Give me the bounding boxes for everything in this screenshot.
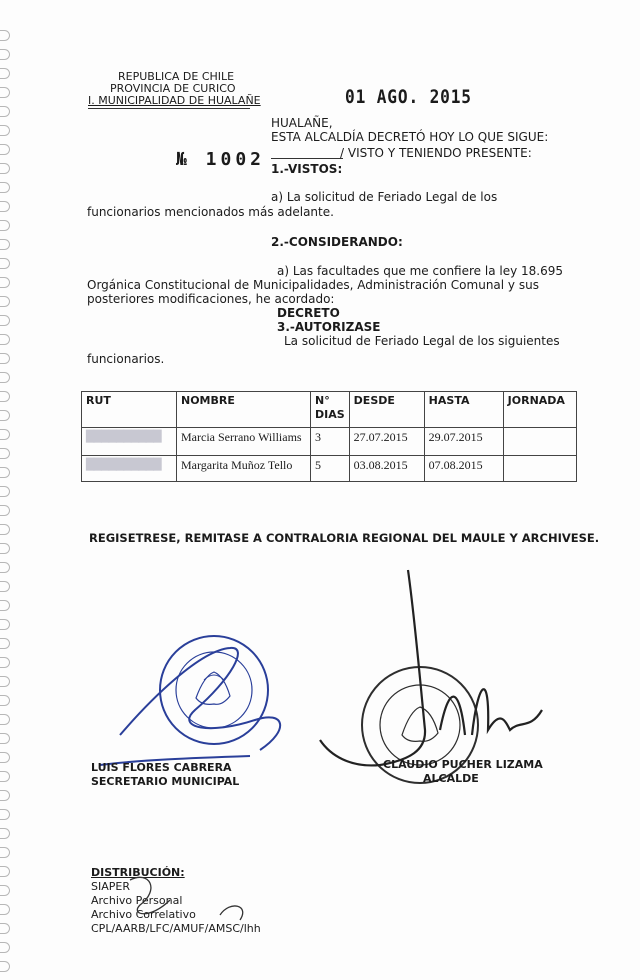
binder-ring bbox=[0, 125, 10, 136]
table-cell-nombre: Marcia Serrano Williams bbox=[177, 428, 311, 456]
distribucion-item: Archivo Correlativo bbox=[91, 908, 196, 921]
date-stamp: 01 AGO. 2015 bbox=[345, 86, 472, 108]
table-header-cell: NOMBRE bbox=[177, 392, 311, 428]
binder-ring bbox=[0, 353, 10, 364]
table-header-cell: RUT bbox=[82, 392, 177, 428]
vistos-heading: 1.-VISTOS: bbox=[271, 162, 343, 176]
table-header-row bbox=[82, 392, 577, 428]
binder-ring bbox=[0, 30, 10, 41]
binder-ring bbox=[0, 847, 10, 858]
binder-ring bbox=[0, 144, 10, 155]
decree-number-stamp: № 1002 bbox=[176, 149, 266, 170]
right-signatory-title: ALCALDE bbox=[423, 772, 479, 785]
visto-text: / VISTO Y TENIENDO PRESENTE: bbox=[340, 146, 532, 160]
table-cell-desde: 27.07.2015 bbox=[349, 428, 424, 456]
distribucion-item: Archivo Personal bbox=[91, 894, 183, 907]
binder-ring bbox=[0, 923, 10, 934]
table-header-cell: HASTA bbox=[424, 392, 503, 428]
table-cell-desde: 03.08.2015 bbox=[349, 456, 424, 482]
table-cell-hasta: 07.08.2015 bbox=[424, 456, 503, 482]
binder-ring bbox=[0, 809, 10, 820]
binder-ring bbox=[0, 505, 10, 516]
table-header-cell: N° DIAS bbox=[311, 392, 350, 428]
binder-ring bbox=[0, 600, 10, 611]
binder-ring bbox=[0, 676, 10, 687]
number-blank-line bbox=[271, 158, 343, 159]
table-header-cell: DESDE bbox=[349, 392, 424, 428]
table-row bbox=[82, 456, 577, 482]
decree-intro: ESTA ALCALDÍA DECRETÓ HOY LO QUE SIGUE: bbox=[271, 130, 549, 144]
table-cell-jornada bbox=[503, 456, 576, 482]
binder-ring bbox=[0, 581, 10, 592]
binder-ring bbox=[0, 714, 10, 725]
binder-ring bbox=[0, 296, 10, 307]
distribucion-item: SIAPER bbox=[91, 880, 130, 893]
table-row bbox=[82, 428, 577, 456]
closing-statement: REGISETRESE, REMITASE A CONTRALORIA REGIONAL DEL MAULE Y ARCHIVESE. bbox=[89, 531, 600, 545]
considerando-text-cont1: Orgánica Constitucional de Municipalidades, Administración Comunal y sus bbox=[87, 278, 539, 292]
binder-rings bbox=[0, 30, 14, 980]
binder-ring bbox=[0, 562, 10, 573]
binder-ring bbox=[0, 828, 10, 839]
binder-ring bbox=[0, 410, 10, 421]
considerando-text-cont2: posteriores modificaciones, he acordado: bbox=[87, 292, 335, 306]
distribucion-heading: DISTRIBUCIÓN: bbox=[91, 866, 185, 879]
table-cell-jornada bbox=[503, 428, 576, 456]
binder-ring bbox=[0, 372, 10, 383]
considerando-text-indent: a) Las facultades que me confiere la ley 18.695 bbox=[277, 264, 563, 278]
binder-ring bbox=[0, 315, 10, 326]
table-cell-hasta: 29.07.2015 bbox=[424, 428, 503, 456]
distribucion-item: CPL/AARB/LFC/AMUF/AMSC/lhh bbox=[91, 922, 261, 935]
binder-ring bbox=[0, 448, 10, 459]
table-header-cell: JORNADA bbox=[503, 392, 576, 428]
funcionarios-table bbox=[81, 391, 577, 482]
binder-ring bbox=[0, 771, 10, 782]
binder-ring bbox=[0, 961, 10, 972]
binder-ring bbox=[0, 733, 10, 744]
right-signatory-name: CLAUDIO PUCHER LIZAMA bbox=[383, 758, 543, 771]
binder-ring bbox=[0, 201, 10, 212]
signature-left-stroke bbox=[100, 648, 280, 765]
header-line-municipalidad: I. MUNICIPALIDAD DE HUALAÑE bbox=[88, 94, 261, 107]
binder-ring bbox=[0, 524, 10, 535]
considerando-heading: 2.-CONSIDERANDO: bbox=[271, 235, 403, 249]
binder-ring bbox=[0, 695, 10, 706]
decreto-heading: DECRETO bbox=[277, 306, 340, 320]
autorizase-heading: 3.-AUTORIZASE bbox=[277, 320, 381, 334]
vistos-text-cont: funcionarios mencionados más adelante. bbox=[87, 205, 334, 219]
left-signatory-name: LUIS FLORES CABRERA bbox=[91, 761, 232, 774]
table-cell-dias: 3 bbox=[311, 428, 350, 456]
binder-ring bbox=[0, 106, 10, 117]
binder-ring bbox=[0, 334, 10, 345]
binder-ring bbox=[0, 239, 10, 250]
binder-ring bbox=[0, 163, 10, 174]
binder-ring bbox=[0, 391, 10, 402]
decreto-text-cont: funcionarios. bbox=[87, 352, 165, 366]
binder-ring bbox=[0, 657, 10, 668]
binder-ring bbox=[0, 258, 10, 269]
binder-ring bbox=[0, 866, 10, 877]
binder-ring bbox=[0, 638, 10, 649]
binder-ring bbox=[0, 790, 10, 801]
binder-ring bbox=[0, 467, 10, 478]
binder-ring bbox=[0, 543, 10, 554]
binder-ring bbox=[0, 277, 10, 288]
binder-ring bbox=[0, 68, 10, 79]
vistos-text-indent: a) La solicitud de Feriado Legal de los bbox=[271, 190, 498, 204]
binder-ring bbox=[0, 220, 10, 231]
table-cell-rut: ██████████ bbox=[82, 428, 177, 456]
header-line-provincia: PROVINCIA DE CURICO bbox=[110, 82, 236, 95]
header-line-republica: REPUBLICA DE CHILE bbox=[118, 70, 235, 83]
initials-scribble bbox=[110, 860, 270, 940]
place-label: HUALAÑE, bbox=[271, 116, 333, 130]
header-rule bbox=[88, 108, 250, 109]
decreto-text-indent: La solicitud de Feriado Legal de los siguientes bbox=[284, 334, 560, 348]
binder-ring bbox=[0, 752, 10, 763]
binder-ring bbox=[0, 619, 10, 630]
binder-ring bbox=[0, 942, 10, 953]
table-cell-dias: 5 bbox=[311, 456, 350, 482]
table-cell-nombre: Margarita Muñoz Tello bbox=[177, 456, 311, 482]
binder-ring bbox=[0, 904, 10, 915]
binder-ring bbox=[0, 49, 10, 60]
binder-ring bbox=[0, 885, 10, 896]
binder-ring bbox=[0, 429, 10, 440]
binder-ring bbox=[0, 87, 10, 98]
binder-ring bbox=[0, 486, 10, 497]
table-cell-rut: ██████████ bbox=[82, 456, 177, 482]
left-signatory-title: SECRETARIO MUNICIPAL bbox=[91, 775, 240, 788]
binder-ring bbox=[0, 182, 10, 193]
